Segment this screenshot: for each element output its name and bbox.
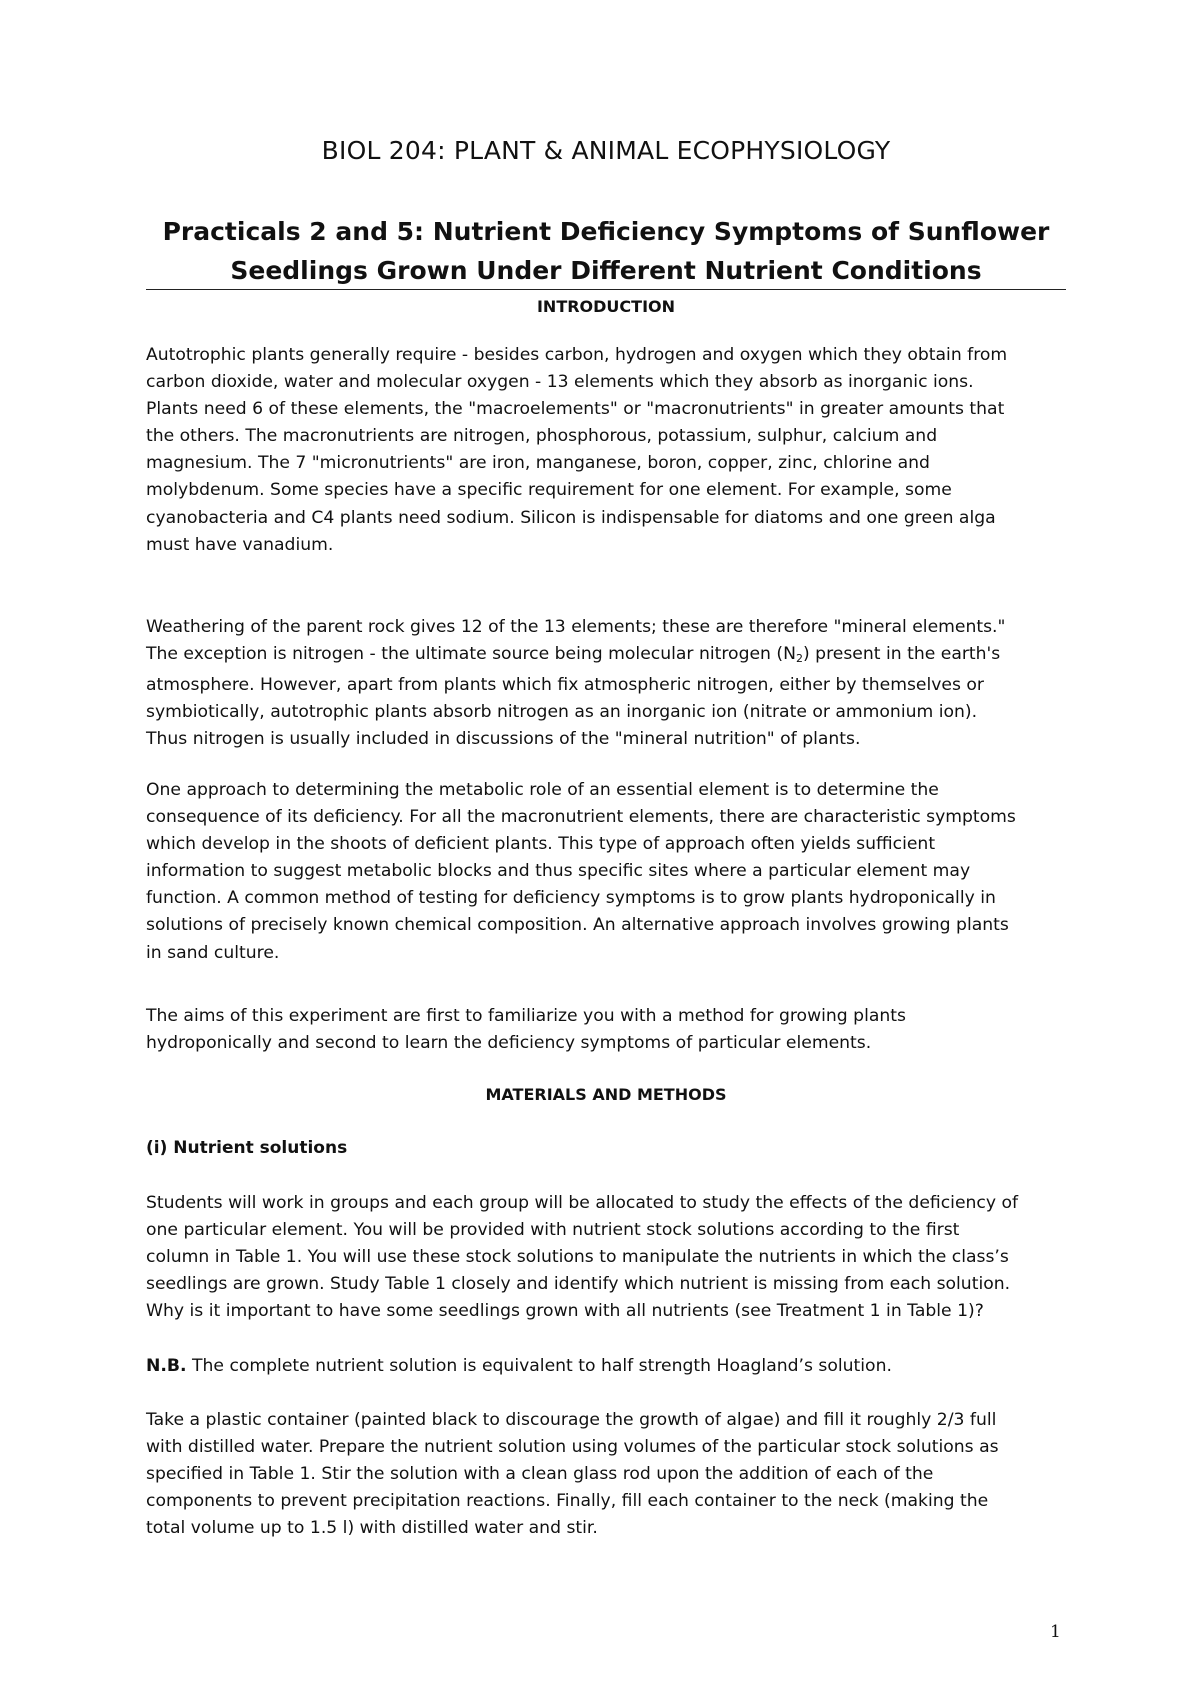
text-line: Weathering of the parent rock gives 12 of the 13 elements; these are therefore "mineral elements." xyxy=(146,617,1006,637)
course-title: BIOL 204: PLANT & ANIMAL ECOPHYSIOLOGY xyxy=(321,136,891,165)
text-line: carbon dioxide, water and molecular oxygen - 13 elements which they absorb as inorganic ions. xyxy=(146,372,974,393)
practical-title-line: Seedlings Grown Under Different Nutrient Conditions xyxy=(230,256,982,285)
text-line: one particular element. You will be provided with nutrient stock solutions according to the first xyxy=(146,1220,960,1241)
text-line: information to suggest metabolic blocks and thus specific sites where a particular element may xyxy=(146,861,971,882)
methods-paragraph-2 xyxy=(146,1407,1066,1542)
text-line: Take a plastic container (painted black to discourage the growth of algae) and fill it roughly 2/3 full xyxy=(146,1410,997,1430)
text-line: The aims of this experiment are first to familiarize you with a method for growing plants xyxy=(146,1006,906,1026)
text-line: column in Table 1. You will use these stock solutions to manipulate the nutrients in which the class’s xyxy=(146,1247,1009,1268)
text-segment: ) present in the earth's xyxy=(802,644,1001,665)
nb-label: N.B. xyxy=(146,1356,187,1376)
text-line: Why is it important to have some seedlings grown with all nutrients (see Treatment 1 in Table 1)? xyxy=(146,1301,984,1322)
intro-paragraph-4 xyxy=(146,1003,1066,1057)
nb-note xyxy=(146,1353,1066,1380)
text-line: must have vanadium. xyxy=(146,534,334,555)
text-line: total volume up to 1.5 l) with distilled water and stir. xyxy=(146,1518,598,1539)
text-line: One approach to determining the metabolic role of an essential element is to determine the xyxy=(146,780,939,800)
text-line: consequence of its deficiency. For all the macronutrient elements, there are characteristic symptoms xyxy=(146,807,1016,828)
subscript: 2 xyxy=(795,652,803,666)
text-line: Plants need 6 of these elements, the "macroelements" or "macronutrients" in greater amounts that xyxy=(146,399,1005,420)
text-line: symbiotically, autotrophic plants absorb nitrogen as an inorganic ion (nitrate or ammonium ion). xyxy=(146,702,978,723)
text-line xyxy=(146,1353,1066,1380)
intro-paragraph-3 xyxy=(146,777,1066,967)
text-line: Thus nitrogen is usually included in discussions of the "mineral nutrition" of plants. xyxy=(146,729,861,750)
text-line: in sand culture. xyxy=(146,942,280,963)
nb-text: The complete nutrient solution is equivalent to half strength Hoagland’s solution. xyxy=(186,1356,892,1376)
intro-paragraph-1 xyxy=(146,342,1066,559)
practical-title xyxy=(146,212,1066,290)
nutrient-solutions-subheading: (i) Nutrient solutions xyxy=(146,1138,348,1158)
methods-paragraph-1 xyxy=(146,1190,1066,1325)
text-line: Students will work in groups and each group will be allocated to study the effects of the deficiency of xyxy=(146,1193,1019,1213)
text-line-with-subscript xyxy=(146,641,1066,672)
text-line: components to prevent precipitation reactions. Finally, fill each container to the neck (making the xyxy=(146,1491,989,1512)
introduction-heading: INTRODUCTION xyxy=(536,297,676,316)
text-line: solutions of precisely known chemical composition. An alternative approach involves growing plants xyxy=(146,915,1009,936)
text-line: hydroponically and second to learn the deficiency symptoms of particular elements. xyxy=(146,1033,872,1054)
text-line: specified in Table 1. Stir the solution with a clean glass rod upon the addition of each of the xyxy=(146,1464,934,1485)
text-line: function. A common method of testing for deficiency symptoms is to grow plants hydroponically in xyxy=(146,888,996,909)
text-line: with distilled water. Prepare the nutrient solution using volumes of the particular stock solutions as xyxy=(146,1437,999,1458)
text-line: cyanobacteria and C4 plants need sodium. Silicon is indispensable for diatoms and one green alga xyxy=(146,507,996,528)
methods-heading: MATERIALS AND METHODS xyxy=(485,1085,727,1104)
text-line: molybdenum. Some species have a specific requirement for one element. For example, some xyxy=(146,480,952,501)
text-line: atmosphere. However, apart from plants which fix atmospheric nitrogen, either by themselves or xyxy=(146,675,984,696)
title-divider xyxy=(146,289,1066,290)
text-line: seedlings are grown. Study Table 1 closely and identify which nutrient is missing from each solution. xyxy=(146,1274,1011,1295)
page-number: 1 xyxy=(1050,1622,1061,1642)
practical-title-line: Practicals 2 and 5: Nutrient Deficiency Symptoms of Sunflower xyxy=(162,217,1050,246)
intro-paragraph-2 xyxy=(146,614,1066,753)
text-line: which develop in the shoots of deficient plants. This type of approach often yields sufficient xyxy=(146,834,936,855)
text-segment: The exception is nitrogen - the ultimate source being molecular nitrogen (N xyxy=(146,644,796,665)
text-line: magnesium. The 7 "micronutrients" are iron, manganese, boron, copper, zinc, chlorine and xyxy=(146,453,930,474)
text-line: Autotrophic plants generally require - besides carbon, hydrogen and oxygen which they obtain from xyxy=(146,345,1008,365)
text-line: the others. The macronutrients are nitrogen, phosphorous, potassium, sulphur, calcium and xyxy=(146,426,938,447)
